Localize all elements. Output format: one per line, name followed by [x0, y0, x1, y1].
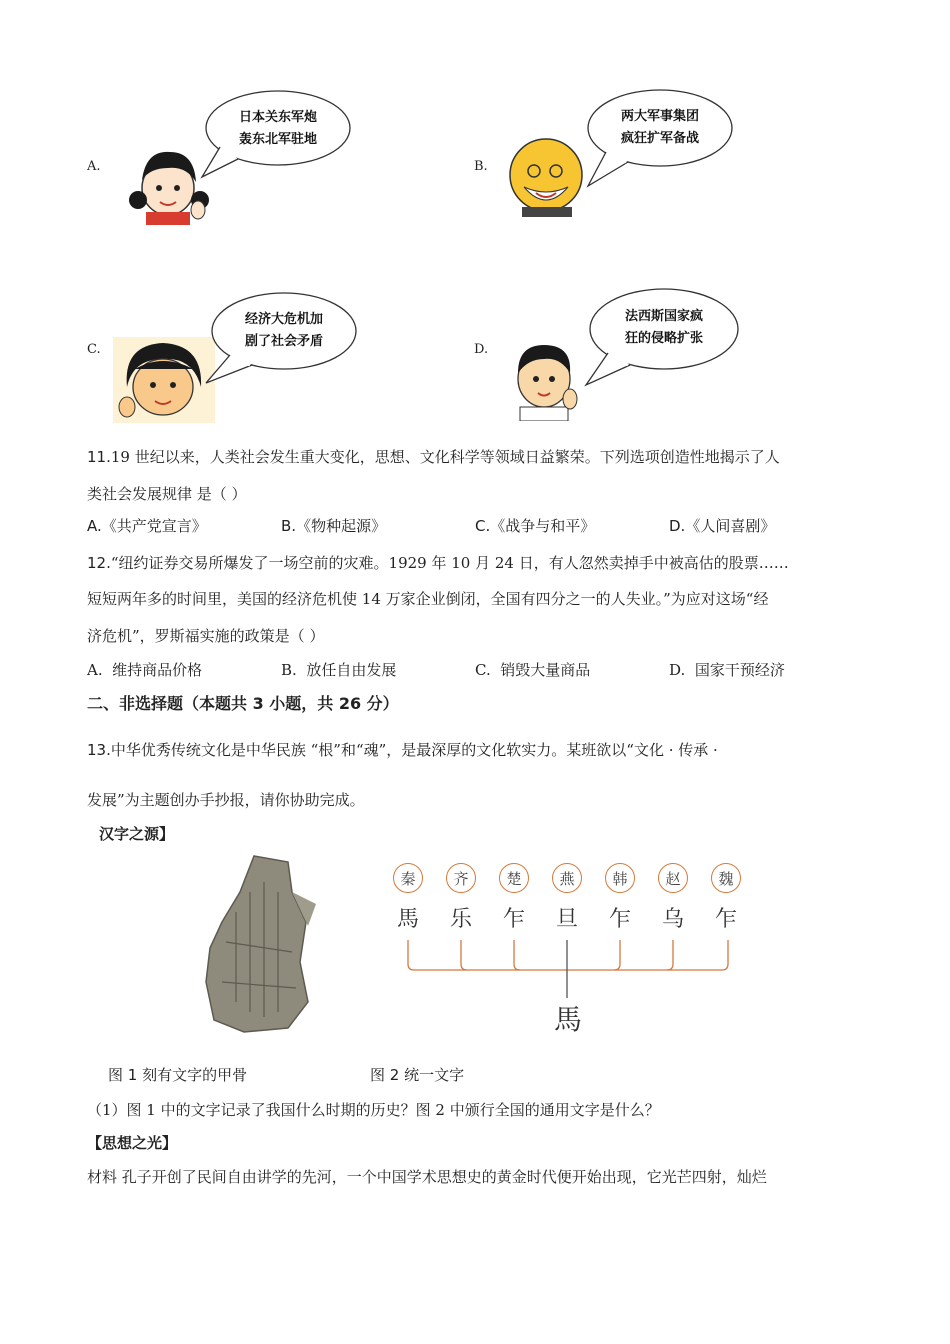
hanzi-heading: 汉字之源】 — [99, 825, 175, 843]
q12-line-1: 12.“纽约证券交易所爆发了一场空前的灾难。1929 年 10 月 24 日，有人忽然卖掉手中被高估的股票…… — [87, 554, 789, 572]
state-glyph: 乐 — [449, 907, 472, 932]
state-glyph: 乍 — [714, 907, 737, 932]
state-seal: 楚 — [499, 863, 529, 893]
q12-option-d[interactable]: D. 国家干预经济 — [669, 661, 785, 679]
state-glyph: 乍 — [608, 907, 631, 932]
state-seal: 魏 — [711, 863, 741, 893]
state-glyph: 馬 — [396, 907, 419, 932]
q11-option-c[interactable]: C.《战争与和平》 — [475, 517, 596, 535]
state-seal: 齐 — [446, 863, 476, 893]
material-text: 材料 孔子开创了民间自由讲学的先河，一个中国学术思想史的黄金时代便开始出现，它光芒四射，灿烂 — [87, 1168, 767, 1186]
state-glyph: 旦 — [555, 907, 578, 932]
boy-illustration — [506, 335, 582, 421]
cartoon-d-letter: D. — [474, 342, 489, 357]
q12-line-2: 短短两年多的时间里，美国的经济危机使 14 万家企业倒闭，全国有四分之一的人失业。”为应对这场“经 — [87, 590, 769, 608]
bubble-c-text: 经济大危机加 剧了社会矛盾 — [244, 312, 323, 349]
state-seal: 燕 — [552, 863, 582, 893]
state-seal: 赵 — [658, 863, 688, 893]
cartoon-a-letter: A. — [87, 159, 101, 174]
connector-lines — [400, 940, 740, 1000]
sub-question-1: （1）图 1 中的文字记录了我国什么时期的历史？图 2 中颁行全国的通用文字是什么？ — [87, 1101, 660, 1119]
figure-1-caption: 图 1 刻有文字的甲骨 — [108, 1066, 248, 1084]
q13-line-1: 13.中华优秀传统文化是中华民族 “根”和“魂”，是最深厚的文化软实力。某班欲以“文化 · 传承 · — [87, 741, 718, 759]
q13-line-2: 发展”为主题创办手抄报，请你协助完成。 — [87, 791, 365, 809]
thought-heading: 【思想之光】 — [87, 1134, 178, 1152]
q12-option-c[interactable]: C. 销毁大量商品 — [475, 661, 591, 679]
figure-2-caption: 图 2 统一文字 — [370, 1066, 465, 1084]
cartoon-c-letter: C. — [87, 342, 101, 357]
q11-line-1: 11.19 世纪以来，人类社会发生重大变化，思想、文化科学等领域日益繁荣。下列选项创造性地揭示了人 — [87, 448, 780, 466]
q12-option-a[interactable]: A. 维持商品价格 — [87, 661, 203, 679]
old-man-illustration — [502, 135, 592, 217]
state-seal: 韩 — [605, 863, 635, 893]
bubble-b-text: 两大军事集团 疯狂扩军备战 — [620, 109, 699, 146]
cartoon-b-letter: B. — [474, 159, 488, 174]
q12-option-b[interactable]: B. 放任自由发展 — [281, 661, 397, 679]
q12-line-3: 济危机”，罗斯福实施的政策是（ ） — [87, 627, 325, 645]
bubble-d-text: 法西斯国家疯 狂的侵略扩张 — [624, 309, 703, 346]
unified-glyph: 馬 — [553, 1003, 582, 1036]
q11-option-b[interactable]: B.《物种起源》 — [281, 517, 387, 535]
q11-option-d[interactable]: D.《人间喜剧》 — [669, 517, 776, 535]
bubble-a-text: 日本关东军炮 轰东北军驻地 — [238, 110, 317, 147]
oracle-bone-image — [196, 852, 322, 1034]
state-glyph: 乍 — [502, 907, 525, 932]
q11-option-a[interactable]: A.《共产党宣言》 — [87, 517, 207, 535]
q11-line-2: 类社会发展规律 是（ ） — [87, 485, 247, 503]
state-glyph: 乌 — [661, 907, 684, 932]
state-seal: 秦 — [393, 863, 423, 893]
section-2-title: 二、非选择题（本题共 3 小题，共 26 分） — [87, 694, 399, 713]
